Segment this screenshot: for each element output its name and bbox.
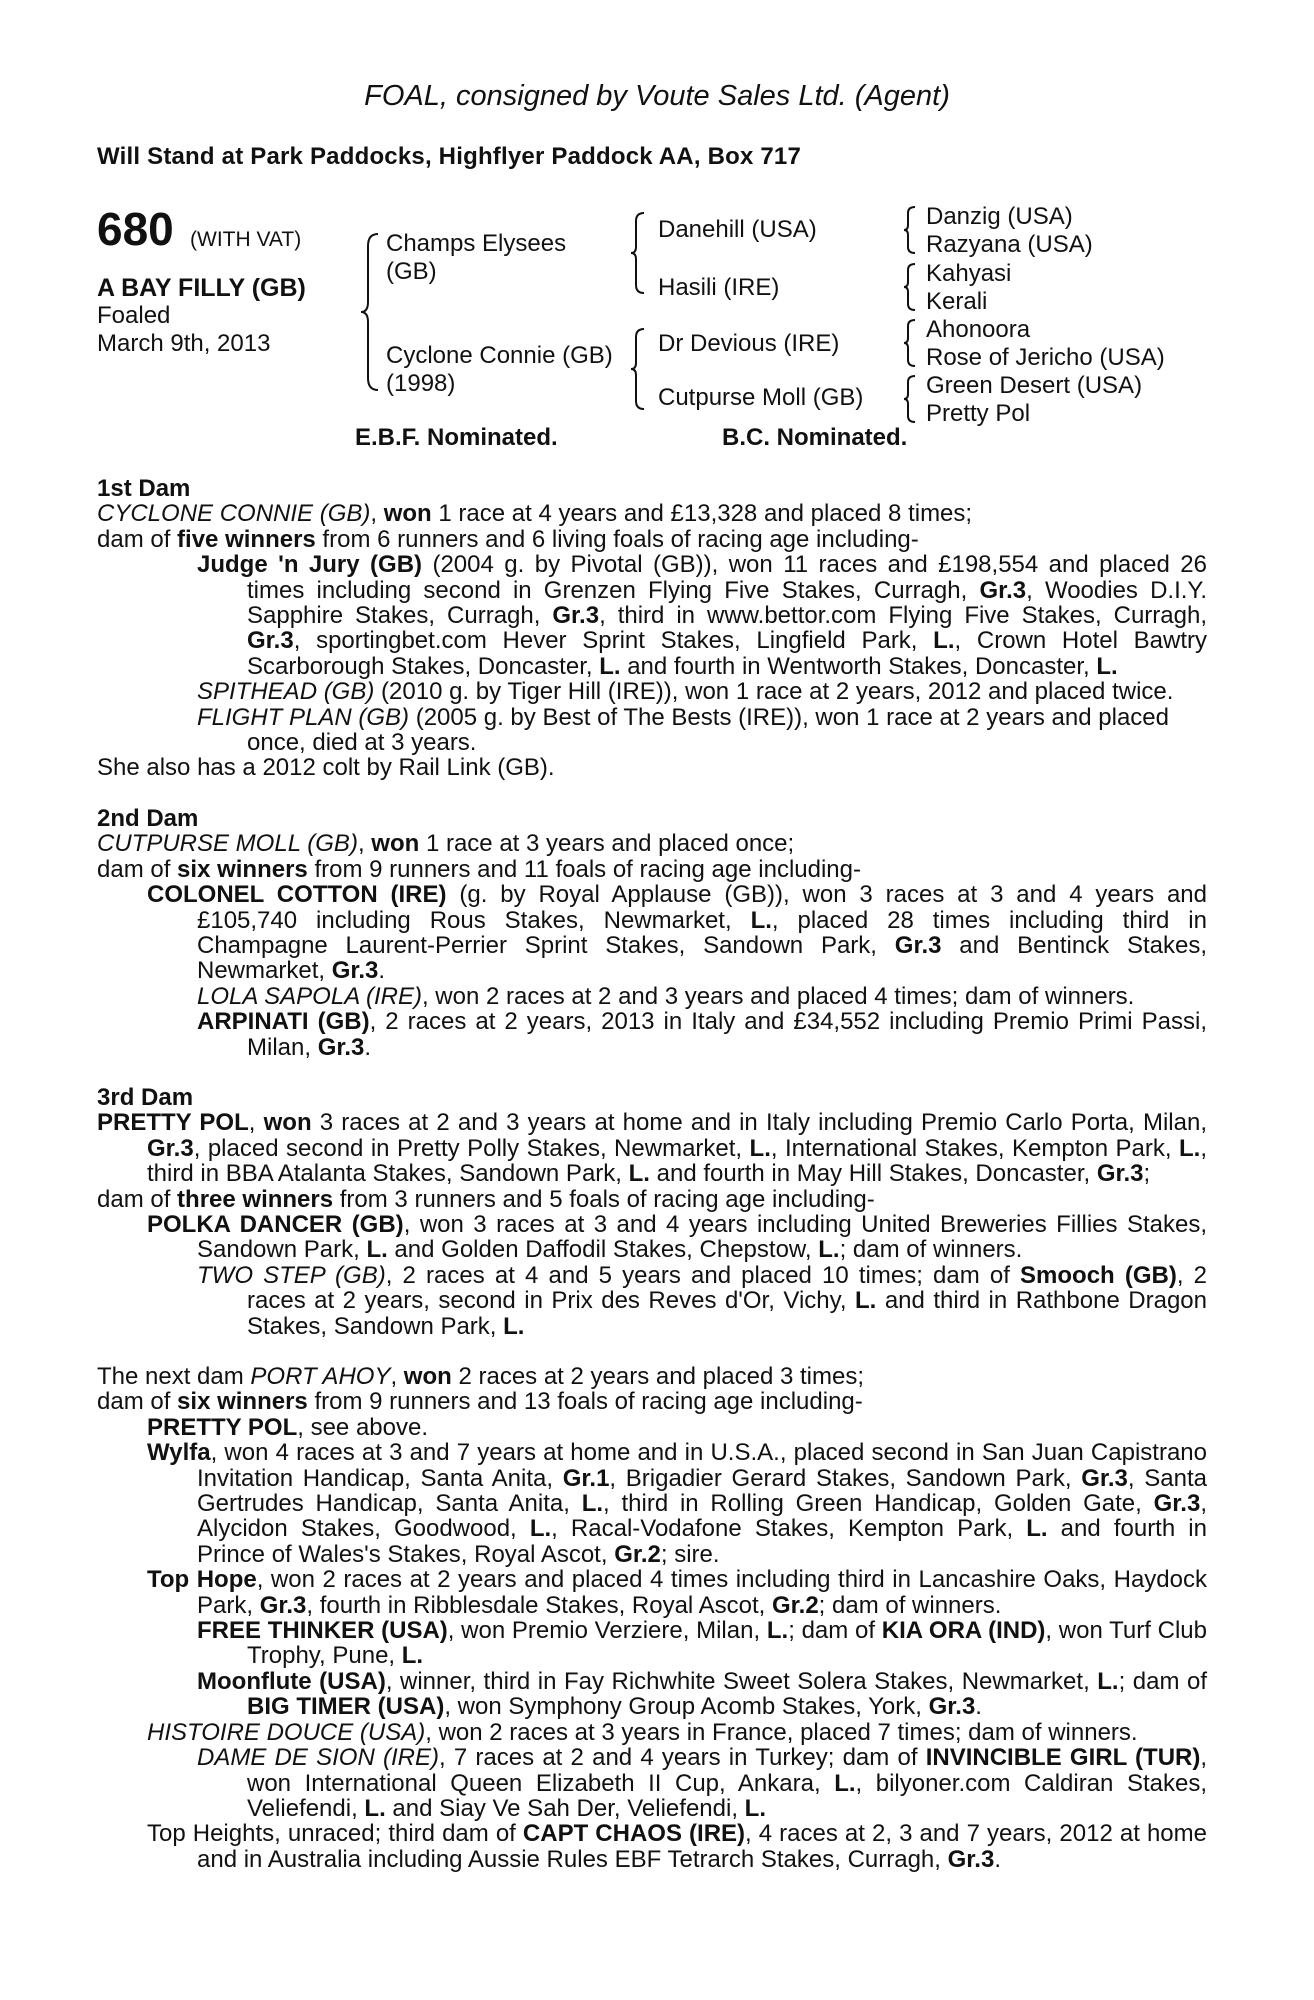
pedigree-brace-main [360,232,380,392]
produce-spithead: SPITHEAD (GB) (2010 g. by Tiger Hill (IRE)), won 1 race at 2 years, 2012 and placed twice. [197,678,1174,706]
ancestor-5: Ahonoora [926,316,1031,343]
third-dam-produce: dam of three winners from 3 runners and 5 foals of racing age including- [97,1185,875,1213]
produce-two-step: TWO STEP (GB), 2 races at 4 and 5 years and placed 10 times; dam of Smooch (GB), 2 races at 2 years, second in Prix des Reves d'Or, Vichy, L. and third in Rathbone Dragon Stakes, Sandown Park, L. [197,1261,1208,1340]
dam-year: (1998) [386,370,456,397]
foaled-date: March 9th, 2013 [97,330,271,357]
third-dam-heading: 3rd Dam [97,1083,194,1111]
second-dam-produce: dam of six winners from 9 runners and 11 foals of racing age including- [97,855,861,883]
ancestor-6: Rose of Jericho (USA) [926,344,1165,371]
produce-histoire-douce: HISTOIRE DOUCE (USA), won 2 races at 3 years in France, placed 7 times; dam of winners. [147,1718,1138,1746]
grandsire-maternal: Dr Devious (IRE) [658,330,840,357]
pedigree-brace-drdevious [903,318,917,368]
ebf-nominated: E.B.F. Nominated. [355,424,558,451]
second-dam-line: CUTPURSE MOLL (GB), won 1 race at 3 years and placed once; [97,830,795,858]
produce-wylfa: Wylfa, won 4 races at 3 and 7 years at home and in U.S.A., placed second in San Juan Capistrano Invitation Handicap, Santa Anita, Gr.1, Brigadier Gerard Stakes, Sandown Park, Gr.3, Santa Gertrudes Handicap, Santa Anita, L., third in Rolling Green Handicap, Golden Gate, Gr.3, Alycidon Stakes, Goodwood, L., Racal-Vodafone Stakes, Kempton Park, L. and fourth in Prince of Wales's Stakes, Royal Ascot, Gr.2; sire. [147,1439,1207,1568]
fourth-dam-produce: dam of six winners from 9 runners and 13 foals of racing age including- [97,1388,863,1416]
pedigree-brace-danehill [903,205,917,255]
sire-name: Champs Elysees [386,230,567,257]
first-dam-produce: dam of five winners from 6 runners and 6 living foals of racing age including- [97,525,919,553]
produce-lola-sapola: LOLA SAPOLA (IRE), won 2 races at 2 and 3 years and placed 4 times; dam of winners. [197,982,1135,1010]
produce-judge-n-jury: Judge 'n Jury (GB) (2004 g. by Pivotal (GB)), won 11 races and £198,554 and placed 26 times including second in Grenzen Flying Five Stakes, Curragh, Gr.3, Woodies D.I.Y. Sapphire Stakes, Curragh, Gr.3, third in www.bettor.com Flying Five Stakes, Curragh, Gr.3, sportingbet.com Hever Sprint Stakes, Lingfield Park, L., Crown Hotel Bawtry Scarborough Stakes, Doncaster, L. and fourth in Wentworth Stakes, Doncaster, L. [197,551,1207,680]
stand-location: Will Stand at Park Paddocks, Highflyer Paddock AA, Box 717 [97,143,802,170]
fourth-dam-line: The next dam PORT AHOY, won 2 races at 2 years and placed 3 times; [97,1363,865,1390]
sire-origin: (GB) [386,258,437,285]
second-dam-heading: 2nd Dam [97,804,199,832]
produce-record [97,476,1207,1872]
pedigree-brace-hasili [903,262,917,312]
produce-colonel-cotton: COLONEL COTTON (IRE) (g. by Royal Applause (GB)), won 3 races at 3 and 4 years and £105,740 including Rous Stakes, Newmarket, L., placed 28 times including third in Champagne Laurent-Perrier Sprint Stakes, Sandown Park, Gr.3 and Bentinck Stakes, Newmarket, Gr.3. [147,881,1208,985]
ancestor-2: Razyana (USA) [926,231,1093,258]
produce-top-heights: Top Heights, unraced; third dam of CAPT CHAOS (IRE), 4 races at 2, 3 and 7 years, 2012 at home and in Australia including Aussie Rules EBF Tetrarch Stakes, Curragh, Gr.3. [147,1820,1207,1873]
dam-name: Cyclone Connie (GB) [386,342,613,369]
ancestor-8: Pretty Pol [926,400,1031,427]
first-dam-line: CYCLONE CONNIE (GB), won 1 race at 4 years and £13,328 and placed 8 times; [97,500,973,528]
horse-description: A BAY FILLY (GB) [97,274,306,302]
pedigree-brace-cutpurse [903,374,917,424]
lot-number: 680 [97,203,174,255]
produce-top-hope: Top Hope, won 2 races at 2 years and placed 4 times including third in Lancashire Oaks, Haydock Park, Gr.3, fourth in Ribblesdale Stakes, Royal Ascot, Gr.2; dam of winners. [147,1566,1207,1619]
ancestor-3: Kahyasi [926,260,1012,287]
produce-dame-de-sion: DAME DE SION (IRE), 7 races at 2 and 4 years in Turkey; dam of INVINCIBLE GIRL (TUR), won International Queen Elizabeth II Cup, Ankara, L., bilyoner.com Caldiran Stakes, Veliefendi, L. and Siay Ve Sah Der, Veliefendi, L. [197,1744,1208,1822]
ancestor-4: Kerali [926,288,988,315]
produce-pretty-pol: PRETTY POL, see above. [147,1413,429,1441]
first-dam-heading: 1st Dam [97,475,191,502]
consignor-line: FOAL, consigned by Voute Sales Ltd. (Agent) [364,80,950,112]
third-dam-line: PRETTY POL, won 3 races at 2 and 3 years at home and in Italy including Premio Carlo Porta, Milan, Gr.3, placed second in Pretty Polly Stakes, Newmarket, L., International Stakes, Kempton Park, L., third in BBA Atalanta Stakes, Sandown Park, L. and fourth in May Hill Stakes, Doncaster, Gr.3; [97,1109,1208,1188]
vat-note: (WITH VAT) [190,228,302,251]
ancestor-1: Danzig (USA) [926,203,1073,230]
ancestor-7: Green Desert (USA) [926,372,1143,399]
produce-moonflute: Moonflute (USA), winner, third in Fay Richwhite Sweet Solera Stakes, Newmarket, L.; dam of BIG TIMER (USA), won Symphony Group Acomb Stakes, York, Gr.3. [197,1667,1207,1721]
foaled-label: Foaled [97,302,171,329]
produce-arpinati: ARPINATI (GB), 2 races at 2 years, 2013 in Italy and £34,552 including Premio Primi Passi, Milan, Gr.3. [197,1008,1208,1061]
produce-polka-dancer: POLKA DANCER (GB), won 3 races at 3 and 4 years including United Breweries Fillies Stakes, Sandown Park, L. and Golden Daffodil Stakes, Chepstow, L.; dam of winners. [147,1210,1207,1264]
pedigree-brace-sire [630,211,646,295]
bc-nominated: B.C. Nominated. [722,424,908,451]
grandsire-paternal: Danehill (USA) [658,216,817,243]
produce-free-thinker: FREE THINKER (USA), won Premio Verziere, Milan, L.; dam of KIA ORA (IND), won Turf Club Trophy, Pune, L. [197,1617,1207,1670]
granddam-paternal: Hasili (IRE) [658,274,780,301]
pedigree-brace-dam [630,327,646,411]
first-dam-note: She also has a 2012 colt by Rail Link (GB). [97,754,555,782]
granddam-maternal: Cutpurse Moll (GB) [658,384,864,411]
produce-flight-plan: FLIGHT PLAN (GB) (2005 g. by Best of The Bests (IRE)), won 1 race at 2 years and placed once, died at 3 years. [197,703,1169,757]
